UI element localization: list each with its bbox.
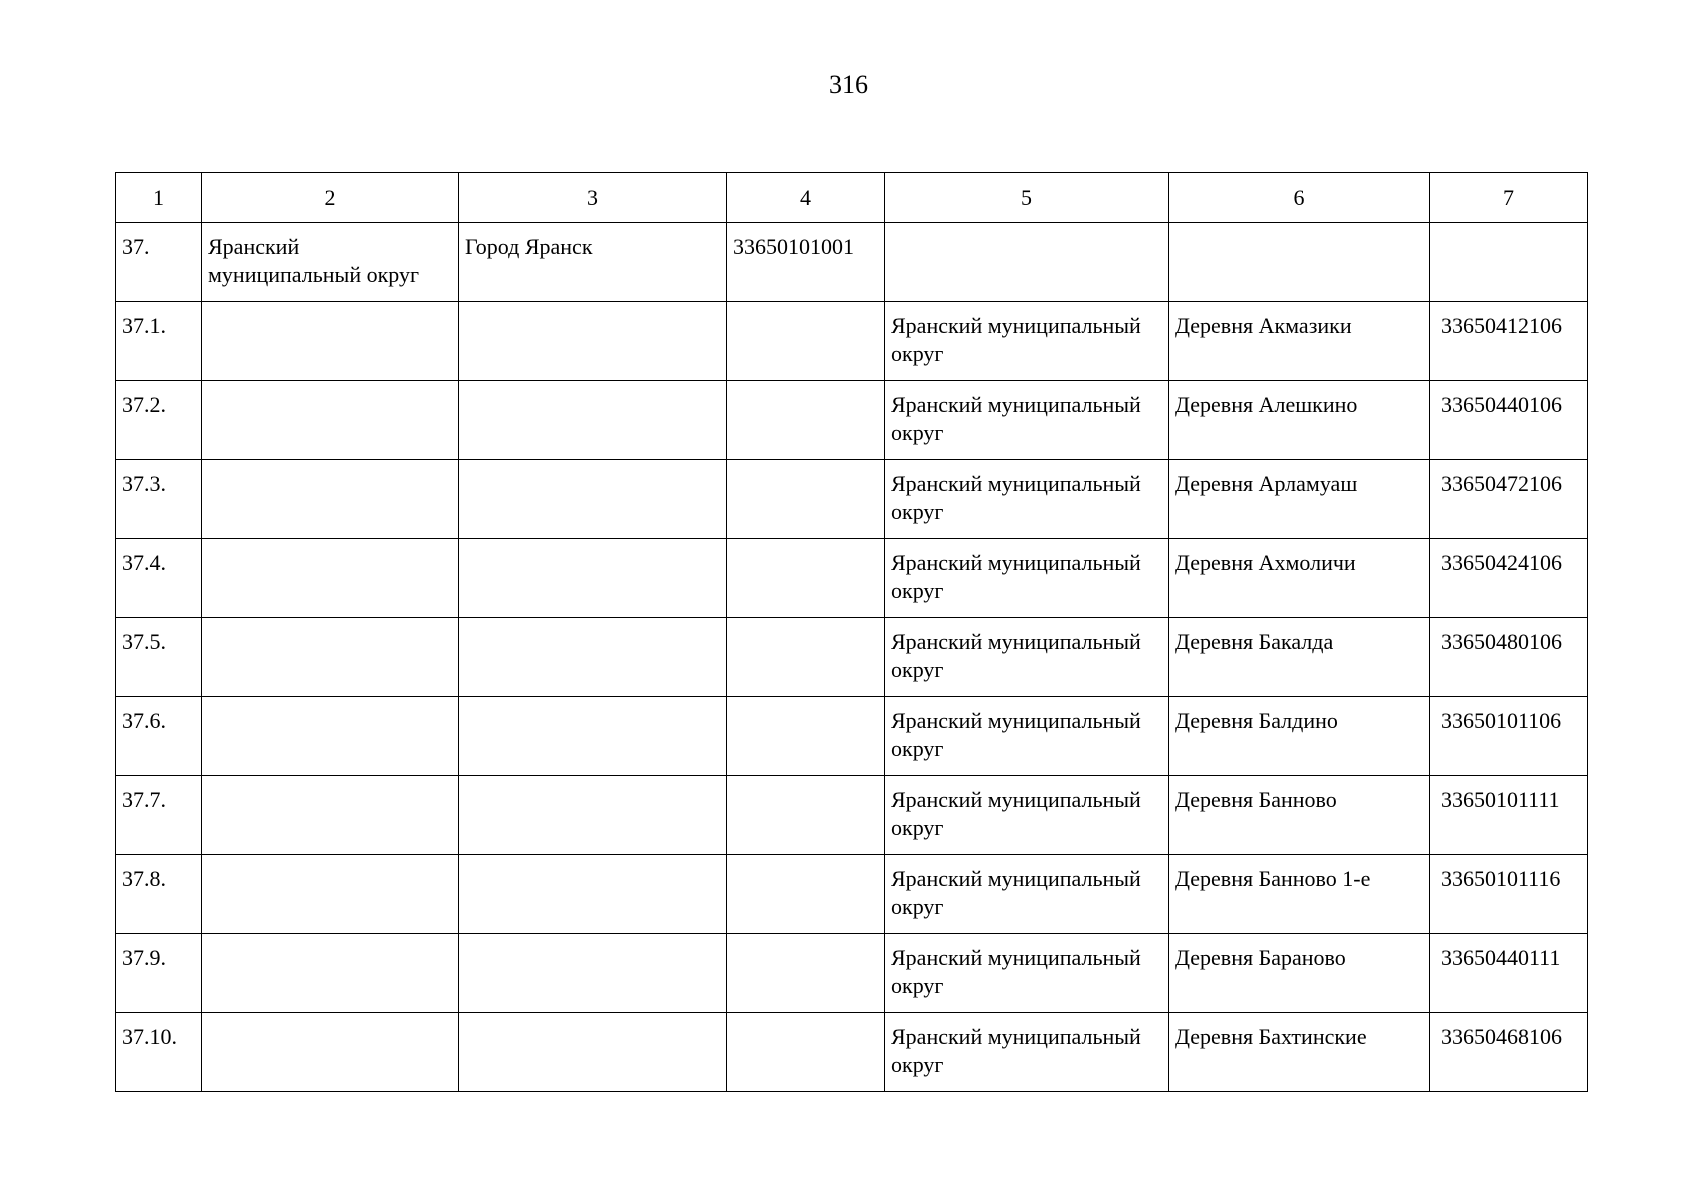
linked-district: Яранский муниципальный округ bbox=[885, 618, 1169, 697]
locality-name: Деревня Акмазики bbox=[1169, 302, 1430, 381]
column-header-3: 3 bbox=[459, 173, 727, 223]
linked-district: Яранский муниципальный округ bbox=[885, 855, 1169, 934]
row-number: 37. bbox=[116, 223, 202, 302]
settlement-code bbox=[727, 302, 885, 381]
table-row bbox=[116, 223, 1588, 302]
settlement-code bbox=[727, 697, 885, 776]
linked-district: Яранский муниципальный округ bbox=[885, 1013, 1169, 1092]
row-number: 37.9. bbox=[116, 934, 202, 1013]
locality-name: Деревня Банново bbox=[1169, 776, 1430, 855]
column-header-5: 5 bbox=[885, 173, 1169, 223]
municipal-district bbox=[202, 855, 459, 934]
linked-district: Яранский муниципальный округ bbox=[885, 776, 1169, 855]
settlement-name bbox=[459, 855, 727, 934]
settlement-code bbox=[727, 855, 885, 934]
settlement-code bbox=[727, 934, 885, 1013]
settlement-name bbox=[459, 539, 727, 618]
linked-district: Яранский муниципальный округ bbox=[885, 934, 1169, 1013]
column-header-1: 1 bbox=[116, 173, 202, 223]
locality-name: Деревня Арламуаш bbox=[1169, 460, 1430, 539]
locality-code: 33650101116 bbox=[1430, 855, 1588, 934]
table-body bbox=[116, 223, 1588, 1092]
row-number: 37.4. bbox=[116, 539, 202, 618]
linked-district: Яранский муниципальный округ bbox=[885, 460, 1169, 539]
row-number: 37.5. bbox=[116, 618, 202, 697]
table-row bbox=[116, 776, 1588, 855]
locality-code: 33650440111 bbox=[1430, 934, 1588, 1013]
settlement-code: 33650101001 bbox=[727, 223, 885, 302]
locality-code: 33650101111 bbox=[1430, 776, 1588, 855]
settlement-code bbox=[727, 1013, 885, 1092]
municipal-district bbox=[202, 934, 459, 1013]
settlement-code bbox=[727, 539, 885, 618]
locality-name: Деревня Бакалда bbox=[1169, 618, 1430, 697]
table-row bbox=[116, 539, 1588, 618]
settlement-name bbox=[459, 697, 727, 776]
row-number: 37.8. bbox=[116, 855, 202, 934]
linked-district: Яранский муниципальный округ bbox=[885, 381, 1169, 460]
locality-name: Деревня Алешкино bbox=[1169, 381, 1430, 460]
column-header-2: 2 bbox=[202, 173, 459, 223]
locality-name: Деревня Бараново bbox=[1169, 934, 1430, 1013]
settlement-code bbox=[727, 460, 885, 539]
settlement-name: Город Яранск bbox=[459, 223, 727, 302]
row-number: 37.1. bbox=[116, 302, 202, 381]
row-number: 37.6. bbox=[116, 697, 202, 776]
column-header-7: 7 bbox=[1430, 173, 1588, 223]
table-row bbox=[116, 618, 1588, 697]
settlement-name bbox=[459, 934, 727, 1013]
locality-name: Деревня Бахтинские bbox=[1169, 1013, 1430, 1092]
locality-code: 33650440106 bbox=[1430, 381, 1588, 460]
settlement-code bbox=[727, 618, 885, 697]
column-header-6: 6 bbox=[1169, 173, 1430, 223]
row-number: 37.10. bbox=[116, 1013, 202, 1092]
locality-name: Деревня Ахмоличи bbox=[1169, 539, 1430, 618]
municipal-district bbox=[202, 381, 459, 460]
settlement-name bbox=[459, 618, 727, 697]
settlement-name bbox=[459, 1013, 727, 1092]
locality-code: 33650424106 bbox=[1430, 539, 1588, 618]
register-table bbox=[115, 172, 1588, 1092]
table-row bbox=[116, 855, 1588, 934]
locality-name: Деревня Балдино bbox=[1169, 697, 1430, 776]
table-header bbox=[116, 173, 1588, 223]
settlement-name bbox=[459, 302, 727, 381]
locality-name bbox=[1169, 223, 1430, 302]
table-row bbox=[116, 934, 1588, 1013]
locality-code: 33650472106 bbox=[1430, 460, 1588, 539]
table-row bbox=[116, 1013, 1588, 1092]
locality-code: 33650480106 bbox=[1430, 618, 1588, 697]
settlement-name bbox=[459, 460, 727, 539]
municipal-district bbox=[202, 460, 459, 539]
municipal-district: Яранский муниципальный округ bbox=[202, 223, 459, 302]
header-row bbox=[116, 173, 1588, 223]
locality-code: 33650412106 bbox=[1430, 302, 1588, 381]
municipal-district bbox=[202, 302, 459, 381]
row-number: 37.2. bbox=[116, 381, 202, 460]
municipal-district bbox=[202, 776, 459, 855]
settlement-code bbox=[727, 776, 885, 855]
page-number: 316 bbox=[829, 70, 868, 99]
table-row bbox=[116, 302, 1588, 381]
municipal-district bbox=[202, 1013, 459, 1092]
row-number: 37.3. bbox=[116, 460, 202, 539]
linked-district: Яранский муниципальный округ bbox=[885, 539, 1169, 618]
municipal-district bbox=[202, 697, 459, 776]
locality-code: 33650101106 bbox=[1430, 697, 1588, 776]
table-row bbox=[116, 697, 1588, 776]
table-row bbox=[116, 460, 1588, 539]
locality-name: Деревня Банново 1-е bbox=[1169, 855, 1430, 934]
settlement-name bbox=[459, 381, 727, 460]
settlement-code bbox=[727, 381, 885, 460]
municipal-district bbox=[202, 539, 459, 618]
column-header-4: 4 bbox=[727, 173, 885, 223]
linked-district bbox=[885, 223, 1169, 302]
locality-code bbox=[1430, 223, 1588, 302]
settlement-name bbox=[459, 776, 727, 855]
linked-district: Яранский муниципальный округ bbox=[885, 697, 1169, 776]
linked-district: Яранский муниципальный округ bbox=[885, 302, 1169, 381]
locality-code: 33650468106 bbox=[1430, 1013, 1588, 1092]
table-row bbox=[116, 381, 1588, 460]
municipal-district bbox=[202, 618, 459, 697]
row-number: 37.7. bbox=[116, 776, 202, 855]
